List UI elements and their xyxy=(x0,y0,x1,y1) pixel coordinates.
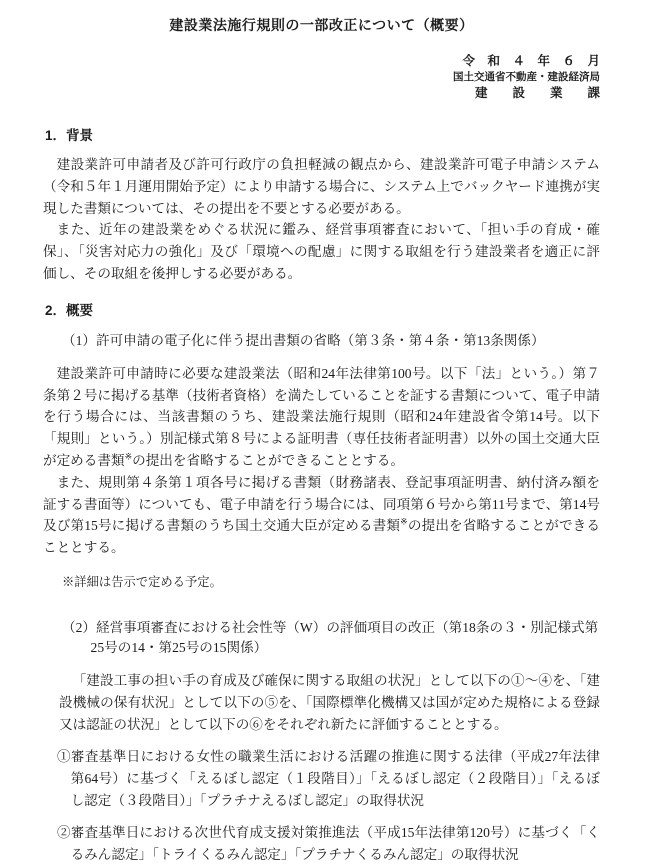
subsection-2-paragraph-1: 「建設工事の担い手の育成及び確保に関する取組の状況」として以下の①～④を、「建設機械の保有状況」として以下の⑤を、「国際標準化機構又は国が定めた規格による登録又は認証の状況」として以下の⑥をそれぞれ新たに評価することとする。 xyxy=(59,672,600,732)
paragraph-text: の提出を省略することができることとする。 xyxy=(43,518,601,556)
section-background xyxy=(43,126,600,285)
background-paragraph-2: また、近年の建設業をめぐる状況に鑑み、経営事項審査において、「担い手の育成・確保」、「災害対応力の強化」及び「環境への配慮」に関する取組を行う建設業者を適正に評価し、その取組を後押しする必要がある。 xyxy=(43,222,600,281)
reference-mark: ※ xyxy=(124,451,133,462)
overview-subsection-2 xyxy=(43,618,600,865)
page-title: 建設業法施行規則の一部改正について（概要） xyxy=(169,17,474,33)
evaluation-item-2: ②審査基準日における次世代育成支援対策推進法（平成15年法律第120号）に基づく「くるみん認定」「トライくるみん認定」「プラチナくるみん認定」の取得状況 xyxy=(57,824,600,862)
overview-subsection-1 xyxy=(43,331,600,590)
subsection-1-heading: （1）許可申請の電子化に伴う提出書類の省略（第３条・第４条・第13条関係） xyxy=(62,332,545,348)
paragraph-text: の提出を省略することができることとする。 xyxy=(132,452,404,468)
reference-mark: ※ xyxy=(400,516,408,527)
footnote: ※詳細は告示で定める予定。 xyxy=(62,574,222,589)
background-paragraph-1: 建設業許可申請者及び許可行政庁の負担軽減の観点から、建設業許可電子申請システム（令和５年１月運用開始予定）により申請する場合に、システム上でバックヤード連携が実現した書類については、その提出を不要とする必要がある。 xyxy=(43,157,600,216)
issue-date: 令 和 ４ 年 ６ 月 xyxy=(462,54,600,68)
subsection-2-heading: （2）経営事項審査における社会性等（W）の評価項目の改正（第18条の３・別記様式第25号の14・第25号の15関係） xyxy=(62,619,599,655)
evaluation-item-1: ①審査基準日における女性の職業生活における活躍の推進に関する法律（平成27年法律第64号）に基づく「えるぼし認定（１段階目）」「えるぼし認定（２段階目）」「えるぼし認定（３段階目）」「プラチナえるぼし認定」の取得状況 xyxy=(57,749,600,808)
section-background-heading: 1．背景 xyxy=(45,128,94,143)
subsection-1-paragraph-1 xyxy=(43,363,600,472)
issuing-division: 建 設 業 課 xyxy=(474,86,600,100)
paragraph-text: 建設業許可申請時に必要な建設業法（昭和24年法律第100号。以下「法」という。）第７条第２号に掲げる基準（技術者資格）を満たしていることを証する書類について、電子申請を行う場合には、当該書類のうち、建設業法施行規則（昭和24年建設省令第14号。以下「規則」という。）別記様式第８号による証明書（専任技術者証明書）以外の国土交通大臣が定める書類 xyxy=(43,365,600,468)
paragraph-text: また、規則第４条第１項各号に掲げる書類（財務諸表、登記事項証明書、納付済み額を証する書面等）についても、電子申請を行う場合には、同項第６号から第11号まで、第14号及び第15号に掲げる書類のうち国土交通大臣が定める書類 xyxy=(43,474,600,534)
subsection-1-paragraph-2 xyxy=(43,472,600,559)
section-overview xyxy=(43,301,600,865)
issuing-bureau: 国土交通省不動産・建設経済局 xyxy=(453,71,600,83)
header-credit-block xyxy=(43,53,600,102)
section-overview-heading: 2．概要 xyxy=(45,302,94,318)
